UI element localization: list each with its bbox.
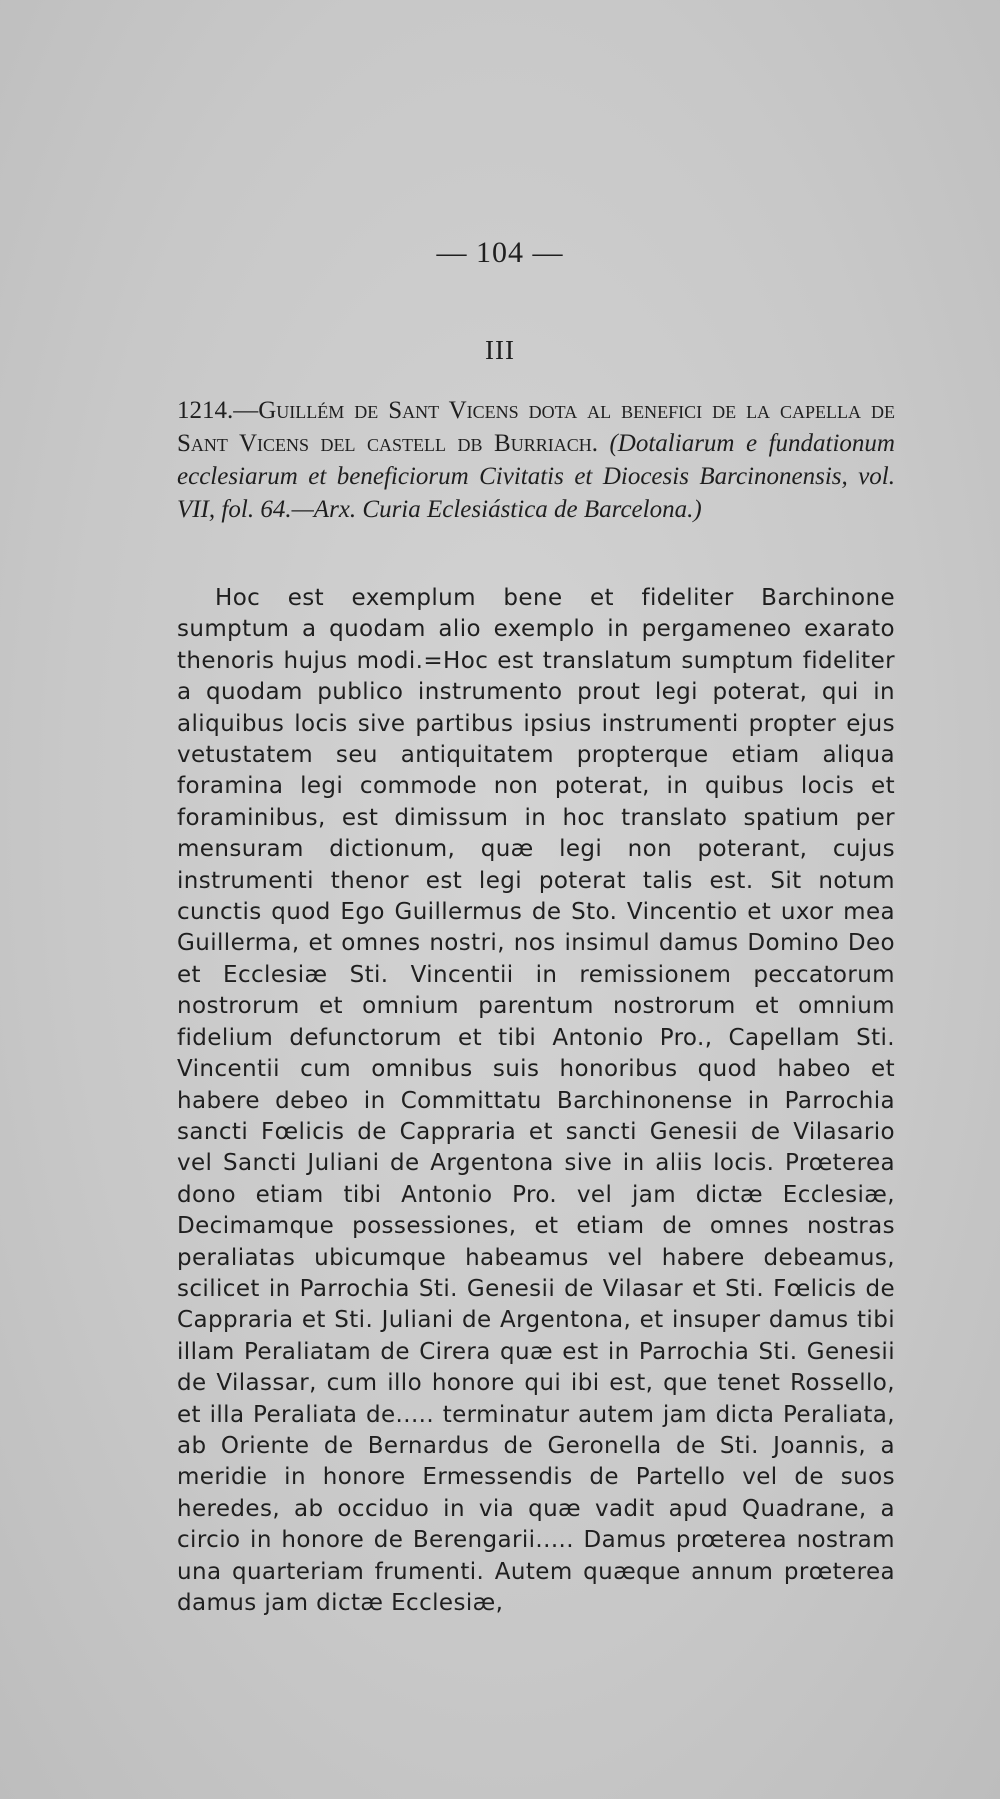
document-number: III: [485, 335, 515, 365]
document-source: (Dotaliarum e fundationum ecclesiarum et beneficiorum Civitatis et Diocesis Barcinonensis, vol. VII, fol. 64.—Arx. Curia Eclesiástica de Barcelona.): [177, 430, 895, 523]
document-title: 1214.—Guillém de Sant Vicens dota al benefici de la capella de Sant Vicens del castell db Burriach.: [177, 397, 895, 457]
document-header: [177, 394, 895, 526]
body-text: Hoc est exemplum bene et fideliter Barchinone sumptum a quodam alio exemplo in pergameneo exarato thenoris hujus modi.=Hoc est translatum sumptum fideliter a quodam publico instrumento prout legi poterat, qui in aliquibus locis sive partibus ipsius instrumenti propter ejus vetustatem seu antiquitatem propterque etiam aliqua foramina legi commode non poterat, in quibus locis et foraminibus, est dimissum in hoc translato spatium per mensuram dictionum, quæ legi non poterant, cujus instrumenti thenor est legi poterat talis est. Sit notum cunctis quod Ego Guillermus de Sto. Vincentio et uxor mea Guillerma, et omnes nostri, nos insimul damus Domino Deo et Ecclesiæ Sti. Vincentii in remissionem peccatorum nostrorum et omnium parentum nostrorum et omnium fidelium defunctorum et tibi Antonio Pro., Capellam Sti. Vincentii cum omnibus suis honoribus quod habeo et habere debeo in Committatu Barchinonense in Parrochia sancti Fœlicis de Cappraria et sancti Genesii de Vilasario vel Sancti Juliani de Argentona sive in aliis locis. Prœterea dono etiam tibi Antonio Pro. vel jam dictæ Ecclesiæ, Decimamque possessiones, et etiam de omnes nostras peraliatas ubicumque habeamus vel habere debeamus, scilicet in Parrochia Sti. Genesii de Vilasar et Sti. Fœlicis de Cappraria et Sti. Juliani de Argentona, et insuper damus tibi illam Peraliatam de Cirera quæ est in Parrochia Sti. Genesii de Vilassar, cum illo honore qui ibi est, que tenet Rossello, et illa Peraliata de..... terminatur autem jam dicta Peraliata, ab Oriente de Bernardus de Geronella de Sti. Joannis, a meridie in honore Ermessendis de Partello vel de suos heredes, ab occiduo in via quæ vadit apud Quadrane, a circio in honore de Berengarii..... Damus prœterea nostram una quarteriam frumenti. Autem quæque annum prœterea damus jam dictæ Ecclesiæ,: [177, 585, 895, 1616]
page-number: — 104 —: [436, 236, 564, 269]
